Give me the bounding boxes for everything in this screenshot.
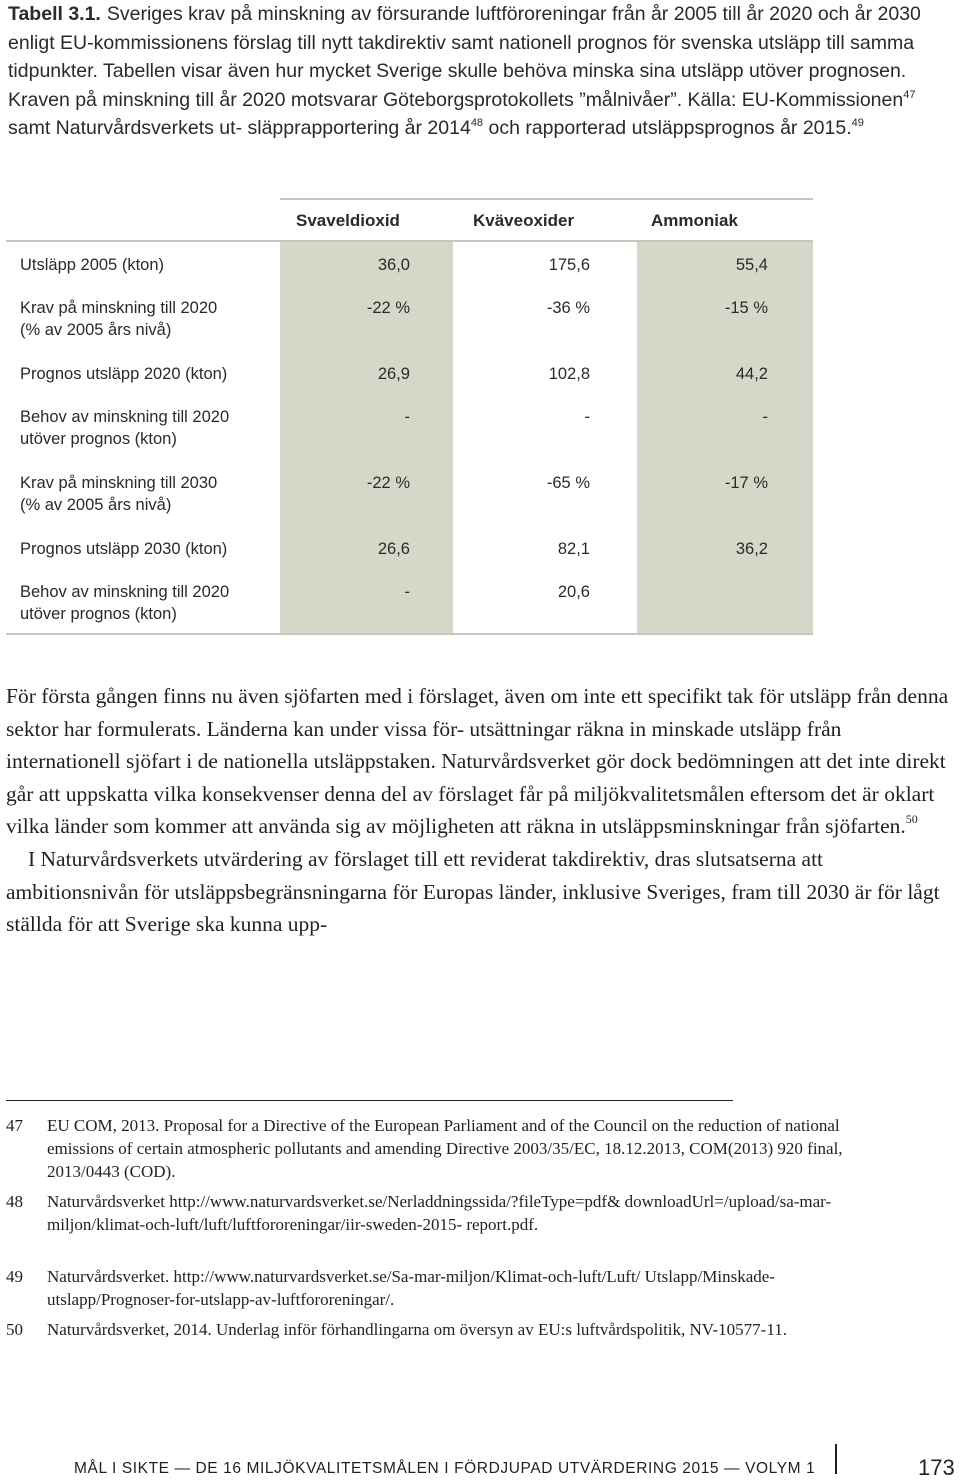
table-cell: -17 % [724,474,768,492]
table-row-label: Behov av minskning till 2020 utöver prognos (kton) [20,583,230,623]
table-row-label: Krav på minskning till 2030 (% av 2005 års nivå) [20,474,218,514]
table-cell: 44,2 [735,365,768,383]
footnote-49 [6,1265,906,1312]
footnote-text: Naturvårdsverket, 2014. Underlag inför förhandlingarna om översyn av EU:s luftvårdspolitik, NV-10577-11. [47,1320,787,1339]
table-caption-text-2: samt Naturvårdsverkets ut- släpprapportering år 2014 [8,117,471,139]
footnote-separator [6,1100,733,1101]
body-paragraph-1: För första gången finns nu även sjöfarten med i förslaget, även om inte ett specifikt tak för utsläpp från denna sektor har formulerats. Länderna kan under vissa för- utsättningar räkna in minskade utsläpp från internationell sjöfart i de nationella utsläppstaken. Naturvårdsverket gör dock bedömningen att det inte direkt går att uppskatta vilka konsekvenser denna del av förslaget får på miljökvalitetsmålen eftersom det är oklart vilka länder som kommer att använda sig av möjligheten att räkna in utsläppsminskningar från sjöfarten.$^{50}$ [6,684,949,839]
table-row-label: Prognos utsläpp 2020 (kton) [20,365,228,383]
footnote-text[interactable]: Naturvårdsverket. http://www.naturvardsverket.se/Sa-mar-miljon/Klimat-och-luft/Luft/ Utslapp/Minskade-utslapp/Prognoser-for-utslapp-av-luftfororeningar/. [47,1267,775,1309]
footnote-number: 48 [6,1192,23,1211]
footnote-text[interactable]: Naturvårdsverket http://www.naturvardsverket.se/Nerladdningssida/?fileType=pdf& downloadUrl=/upload/sa-mar-miljon/klimat-och-luft/luft/luftfororeningar/iir-sweden-2015- report.pdf. [47,1192,832,1234]
running-footer-title: MÅL I SIKTE — DE 16 MILJÖKVALITETSMÅLEN I FÖRDJUPAD UTVÄRDERING 2015 — VOLYM 1 [74,1460,816,1477]
table-cell: 82,1 [557,540,590,558]
footnote-text: EU COM, 2013. Proposal for a Directive of the European Parliament and of the Council on the reduction of national emissions of certain atmospheric pollutants and amending Directive 2003/35/EC, 18.12.2013, COM(2013) 920 final, 2013/0443 (COD). [47,1116,843,1181]
body-paragraph-2: I Naturvårdsverkets utvärdering av förslaget till ett reviderat takdirektiv, dras slutsatserna att ambitionsnivån för utsläppsbegränsningarna för Europas länder, inklusive Sveriges, fram till 2030 är för lågt ställda för att Sverige ska kunna upp- [6,846,940,937]
table-row-label: Utsläpp 2005 (kton) [20,256,164,274]
table-cell: 36,2 [735,540,768,558]
table-cell: 102,8 [548,365,590,383]
footnote-50 [6,1318,906,1365]
table-caption-text-1: Sveriges krav på minskning av försurande luftföroreningar från år 2005 till år 2020 och år 2030 enligt EU-kommissionens förslag till nytt takdirektiv samt nationell prognos för svenska utsläpp till samma tidpunkter. Tabellen visar även hur mycket Sverige skulle behöva minska sina utsläpp utöver prognosen. Kraven på minskning till år 2020 motsvarar Göteborgsprotokollets ”målnivåer”. Källa: EU-Kommissionen [8,3,921,111]
table-caption-text-3: och rapporterad utsläppsprognos år 2015. [483,117,852,139]
table-bottom-rule [6,633,813,635]
table-cell: -65 % [546,474,590,492]
footnote-ref-50[interactable]: 50 [905,812,918,827]
footer-divider [835,1444,837,1474]
table-cell: - [762,408,768,426]
table-cell: 175,6 [548,256,590,274]
footnote-ref-49[interactable]: 49 [851,117,864,129]
table-cell: 26,6 [377,540,410,558]
page-number: 173 [918,1455,955,1480]
table-header-rule [6,240,813,242]
footnote-number: 47 [6,1116,23,1135]
column-header-kvaveoxider: Kväveoxider [473,211,575,230]
footnote-ref-47[interactable]: 47 [903,88,916,101]
table-caption-label: Tabell 3.1. [8,3,101,25]
table-cell: - [404,583,410,601]
table-cell: 26,9 [377,365,410,383]
table-cell: -22 % [366,474,410,492]
table-cell: 36,0 [377,256,410,274]
column-header-svaveldioxid: Svaveldioxid [296,211,400,230]
table-caption [8,0,948,143]
table-top-rule [280,198,813,200]
footnote-48 [6,1190,906,1260]
table-cell: 55,4 [735,256,768,274]
footnote-47 [6,1114,906,1184]
table-row-label: Krav på minskning till 2020 (% av 2005 års nivå) [20,299,218,339]
footnote-ref-48[interactable]: 48 [470,117,484,129]
column-header-ammoniak: Ammoniak [651,211,738,230]
table-cell: -15 % [724,299,768,317]
body-text [6,680,954,941]
table-row-label: Prognos utsläpp 2030 (kton) [20,540,228,558]
table-cell: - [404,408,410,426]
footnote-number: 49 [6,1267,23,1286]
table-cell: - [584,408,590,426]
table-cell: 20,6 [557,583,590,601]
table-row-label: Behov av minskning till 2020 utöver prognos (kton) [20,408,230,448]
table-cell: -36 % [546,299,590,317]
table-cell: -22 % [366,299,410,317]
footnote-number: 50 [6,1320,23,1339]
